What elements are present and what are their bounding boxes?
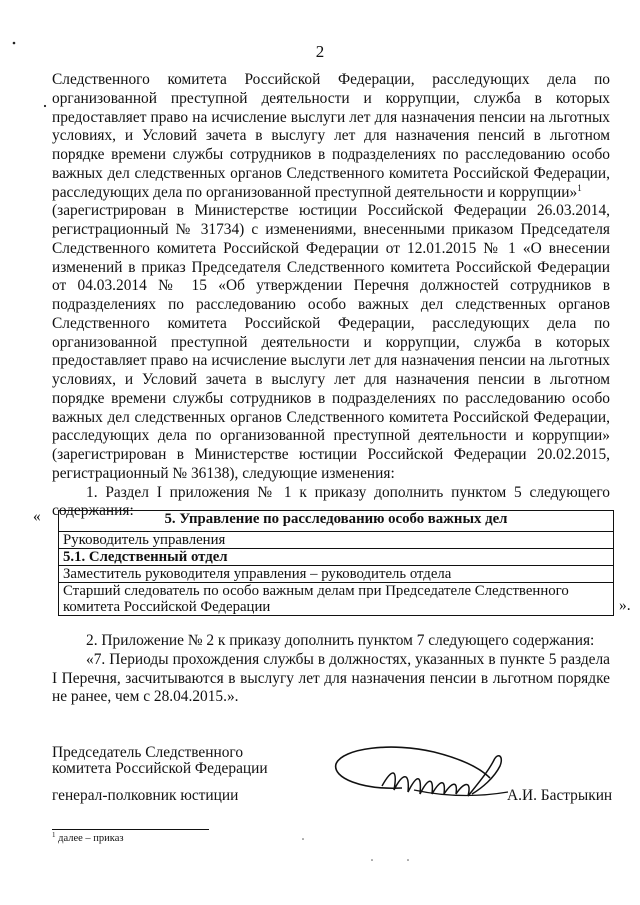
item-2-quote: «7. Периоды прохождения службы в должностях, указанных в пункте 5 раздела I Перечня, засчитываются в выслугу лет для назначения пенсии в льготном порядке не ранее, чем с 28.04.2015.». bbox=[52, 650, 610, 706]
opening-quote: « bbox=[33, 508, 41, 525]
signatory-title-line-2: комитета Российской Федерации bbox=[52, 760, 268, 777]
closing-quote: ». bbox=[619, 597, 631, 614]
signatory-name: А.И. Бастрыкин bbox=[507, 787, 613, 804]
body-paragraph bbox=[52, 71, 610, 202]
table-row: Руководитель управления bbox=[59, 532, 614, 549]
table-row: Заместитель руководителя управления – руководитель отдела bbox=[59, 566, 614, 583]
item-2: 2. Приложение № 2 к приказу дополнить пунктом 7 следующего содержания: bbox=[86, 632, 595, 649]
footnote-divider bbox=[52, 829, 209, 830]
table-section-heading: 5. Управление по расследованию особо важных дел bbox=[59, 511, 614, 532]
document-body bbox=[52, 71, 610, 521]
item-1: 1. Раздел I приложения № 1 к приказу дополнить пунктом 5 следующего содержания: bbox=[52, 483, 610, 520]
positions-table bbox=[58, 510, 614, 616]
table-row: Старший следователь по особо важным делам при Председателе Следственного комитета Российской Федерации bbox=[59, 583, 614, 616]
table-subsection-heading: 5.1. Следственный отдел bbox=[59, 549, 614, 566]
handwritten-signature bbox=[322, 738, 522, 808]
footnote-reference: 1 bbox=[577, 182, 582, 193]
body-paragraph-1: Следственного комитета Российской Федерации, расследующих дела по организованной преступной деятельности и коррупции, служба в которых предоставляет право на исчисление выслуги лет для назначения пенсии на льготных условиях, и Условий зачета в выслугу лет для назначения пенсий в льготном порядке времени службы сотрудников в подразделениях по расследованию особо важных дел следственных органов Следственного комитета Российской Федерации, расследующих дела по организованной преступной деятельности и коррупции» bbox=[52, 71, 610, 201]
footnote-mark: 1 bbox=[52, 831, 56, 839]
page-number: 2 bbox=[315, 42, 325, 61]
footnote-text: далее – приказ bbox=[58, 833, 124, 844]
signatory-title-line-1: Председатель Следственного bbox=[52, 744, 244, 761]
body-paragraph-2: (зарегистрирован в Министерстве юстиции Российской Федерации 26.03.2014, регистрационный № 31734) с изменениями, внесенными приказом Председателя Следственного комитета Российской Федерации от 12.01.2015 № 1 «О внесении изменений в приказ Председателя Следственного комитета Российской Федерации от 04.03.2014 № 15 «Об утверждении Перечня должностей сотрудников в подразделениях по расследованию особо важных дел следственных органов Следственного комитета Российской Федерации, расследующих дела по организованной преступной деятельности и коррупции, служба в которых предоставляет право на исчисление выслуги лет для назначения пенсии на льготных условиях, и Условий зачета в выслугу лет для назначения пенсии в льготном порядке времени службы сотрудников в подразделениях по расследованию особо важных дел следственных органов Следственного комитета Российской Федерации, расследующих дела по организованной преступной деятельности и коррупции» (зарегистрирован в Министерстве юстиции Российской Федерации 20.02.2015, регистрационный № 36138), следующие изменения: bbox=[52, 202, 610, 482]
signatory-title bbox=[52, 745, 268, 777]
footnote bbox=[52, 833, 124, 844]
signatory-rank: генерал-полковник юстиции bbox=[52, 787, 239, 804]
item-2-block bbox=[52, 632, 610, 707]
